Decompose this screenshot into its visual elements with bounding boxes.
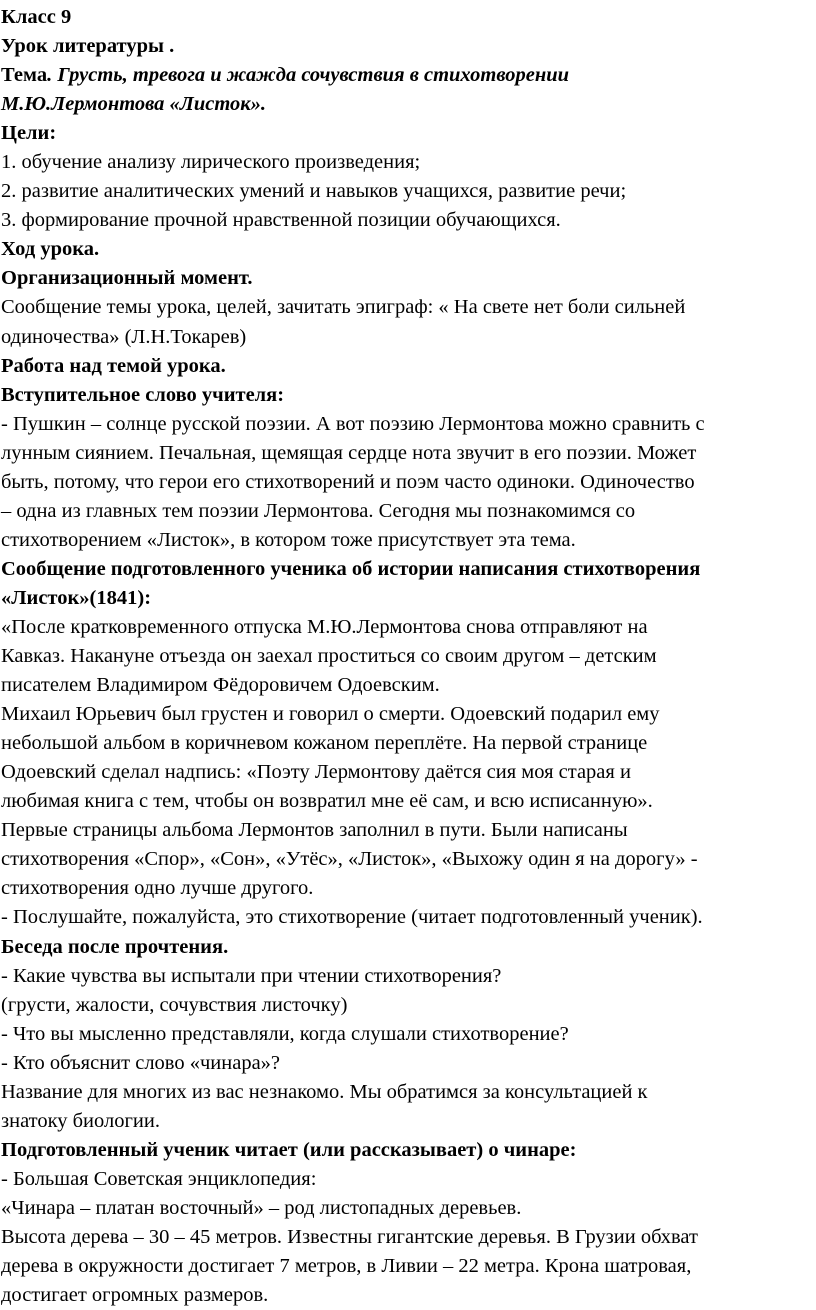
paragraph-line: – одна из главных тем поэзии Лермонтова. Сегодня мы познакомимся со [1,499,636,522]
paragraph-line: Сообщение темы урока, целей, зачитать эпиграф: « На свете нет боли сильней [1,296,686,319]
goal-item: 1. обучение анализу лирического произведения; [1,151,421,174]
goals-heading: Цели: [1,122,57,145]
goal-item: 2. развитие аналитических умений и навыков учащихся, развитие речи; [1,180,627,203]
discussion-heading: Беседа после прочтения. [1,935,229,958]
paragraph-line: стихотворения «Спор», «Сон», «Утёс», «Листок», «Выхожу один я на дорогу» - [1,848,698,871]
paragraph-line: стихотворением «Листок», в котором тоже присутствует эта тема. [1,528,576,551]
paragraph-line: - Кто объяснит слово «чинара»? [1,1051,281,1074]
paragraph-line: небольшой альбом в коричневом кожаном переплёте. На первой странице [1,732,648,755]
paragraph-line: одиночества» (Л.Н.Токарев) [1,325,247,348]
chinara-heading: Подготовленный ученик читает (или рассказывает) о чинаре: [1,1138,577,1161]
paragraph-line: дерева в окружности достигает 7 метров, в Ливии – 22 метра. Крона шатровая, [1,1255,692,1278]
paragraph-line: «После кратковременного отпуска М.Ю.Лермонтова снова отправляют на [1,615,648,638]
paragraph-line: Название для многих из вас незнакомо. Мы обратимся за консультацией к [1,1080,648,1103]
paragraph-line: - Пушкин – солнце русской поэзии. А вот поэзию Лермонтова можно сравнить с [1,412,705,435]
paragraph-line: «Чинара – платан восточный» – род листопадных деревьев. [1,1196,522,1219]
paragraph-line: стихотворения одно лучше другого. [1,877,314,900]
paragraph-line: любимая книга с тем, чтобы он возвратил мне её сам, и всю исписанную». [1,790,653,813]
history-heading-cont: «Листок»(1841): [1,586,152,609]
paragraph-line: достигает огромных размеров. [1,1284,269,1307]
lesson-line: Урок литературы . [1,35,175,58]
topic-title-part2: М.Ю.Лермонтова «Листок». [1,93,267,116]
paragraph-line: писателем Владимиром Фёдоровичем Одоевским. [1,674,440,697]
lesson-flow-heading: Ход урока. [1,238,100,261]
class-line: Класс 9 [1,6,72,28]
paragraph-line: - Большая Советская энциклопедия: [1,1167,317,1190]
paragraph-line: - Послушайте, пожалуйста, это стихотворение (читает подготовленный ученик). [1,906,703,929]
goal-item: 3. формирование прочной нравственной позиции обучающихся. [1,209,561,232]
org-moment-heading: Организационный момент. [1,267,253,290]
paragraph-line: Кавказ. Накануне отъезда он заехал проститься со своим другом – детским [1,645,657,668]
topic-label: Тема [1,64,48,87]
paragraph-line: Первые страницы альбома Лермонтов заполнил в пути. Были написаны [1,819,628,842]
history-heading: Сообщение подготовленного ученика об истории написания стихотворения [1,557,701,580]
paragraph-line: Высота дерева – 30 – 45 метров. Известны гигантские деревья. В Грузии обхват [1,1225,698,1248]
paragraph-line: - Какие чувства вы испытали при чтении стихотворения? [1,964,502,987]
paragraph-line: знатоку биологии. [1,1109,160,1132]
intro-heading: Вступительное слово учителя: [1,383,285,406]
work-heading: Работа над темой урока. [1,354,226,377]
paragraph-line: - Что вы мысленно представляли, когда слушали стихотворение? [1,1022,569,1045]
topic-line [1,61,816,90]
paragraph-line: лунным сиянием. Печальная, щемящая сердце нота звучит в его поэзии. Может [1,441,697,464]
topic-title-part1: . Грусть, тревога и жажда сочувствия в стихотворении [47,64,570,87]
paragraph-line: Одоевский сделал надпись: «Поэту Лермонтову даётся сия моя старая и [1,761,631,784]
paragraph-line: Михаил Юрьевич был грустен и говорил о смерти. Одоевский подарил ему [1,703,660,726]
paragraph-line: быть, потому, что герои его стихотворений и поэм часто одиноки. Одиночество [1,470,695,493]
paragraph-line: (грусти, жалости, сочувствия листочку) [1,993,348,1016]
